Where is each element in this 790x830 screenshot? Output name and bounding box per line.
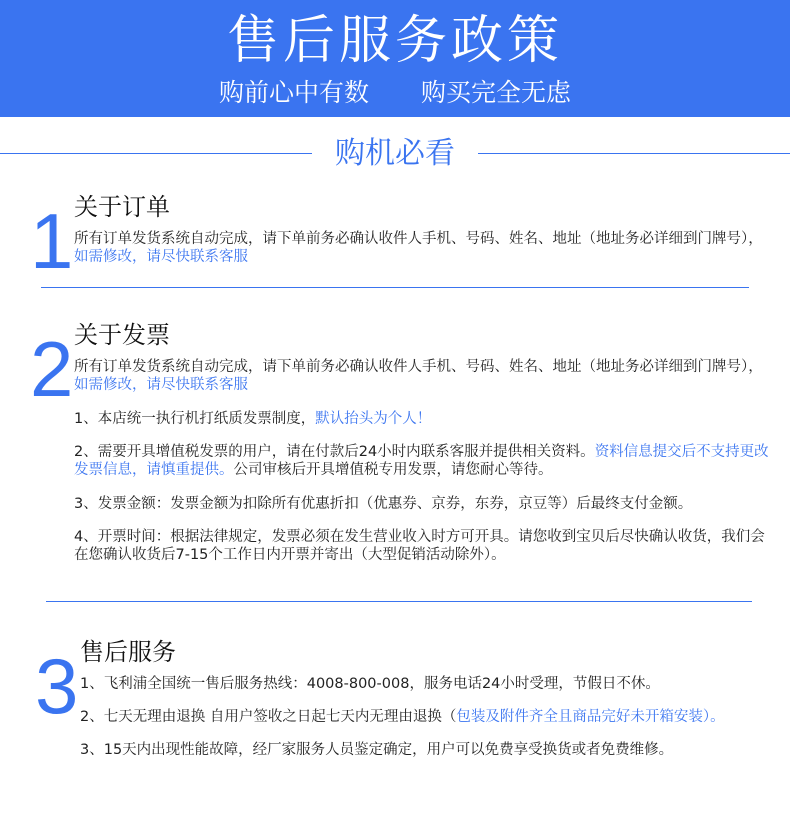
item-text: 2、七天无理由退换 自用户签收之日起七天内无理由退换（ [80, 709, 457, 725]
invoice-item-3: 3、发票金额：发票金额为扣除所有优惠折扣（优惠券、京券，东券，京豆等）后最终支付金额。 [74, 496, 693, 512]
invoice-item-2 [74, 443, 774, 479]
section-body [74, 230, 764, 266]
subtitle-right: 购买完全无虑 [420, 78, 571, 107]
subtitle-left: 购前心中有数 [219, 78, 370, 107]
header-banner [0, 0, 790, 117]
section-body [74, 358, 764, 394]
item-text-tail: 公司审核后开具增值税专用发票，请您耐心等待。 [233, 462, 553, 478]
divider [41, 287, 749, 288]
after-sales-item-2 [80, 708, 780, 726]
body-highlight: 如需修改，请尽快联系客服 [74, 377, 248, 393]
item-highlight: 默认抬头为个人！ [315, 411, 432, 427]
item-highlight: 资料信息提交后不支持更改发票信息，请慎重提供。 [74, 444, 769, 478]
section-number: 2 [30, 325, 74, 413]
body-highlight: 如需修改，请尽快联系客服 [74, 249, 248, 265]
invoice-item-1 [74, 410, 774, 428]
section-title: 售后服务 [80, 638, 176, 666]
section-title: 关于订单 [74, 193, 170, 221]
item-text: 1、本店统一执行机打纸质发票制度， [74, 411, 316, 427]
section-invoice [0, 318, 790, 578]
must-read-label: 购机必看 [335, 136, 455, 171]
heading-rule-left [0, 153, 312, 154]
banner-title: 售后服务政策 [226, 11, 563, 71]
body-text: 所有订单发货系统自动完成，请下单前务必确认收件人手机、号码、姓名、地址（地址务必详细到门牌号）， [74, 231, 763, 247]
section-number: 1 [30, 197, 74, 285]
section-title: 关于发票 [74, 321, 170, 349]
after-sales-item-3: 3、15天内出现性能故障，经厂家服务人员鉴定确定，用户可以免费享受换货或者免费维修。 [80, 742, 674, 758]
heading-rule-right [478, 153, 790, 154]
section-number: 3 [35, 642, 79, 730]
section-order [0, 190, 790, 290]
body-text: 所有订单发货系统自动完成，请下单前务必确认收件人手机、号码、姓名、地址（地址务必详细到门牌号）， [74, 359, 763, 375]
banner-subtitle [0, 76, 790, 110]
item-text: 2、需要开具增值税发票的用户，请在付款后24小时内联系客服并提供相关资料。 [74, 444, 595, 460]
section-after-sales [0, 635, 790, 785]
divider [46, 601, 752, 602]
invoice-item-4: 4、开票时间：根据法律规定，发票必须在发生营业收入时方可开具。请您收到宝贝后尽快确认收货，我们会在您确认收货后7-15个工作日内开票并寄出（大型促销活动除外）。 [74, 529, 765, 563]
after-sales-item-1: 1、飞利浦全国统一售后服务热线：4008-800-008，服务电话24小时受理，节假日不休。 [80, 676, 660, 692]
item-highlight: 包装及附件齐全且商品完好未开箱安装）。 [456, 709, 725, 725]
must-read-heading [0, 135, 790, 175]
